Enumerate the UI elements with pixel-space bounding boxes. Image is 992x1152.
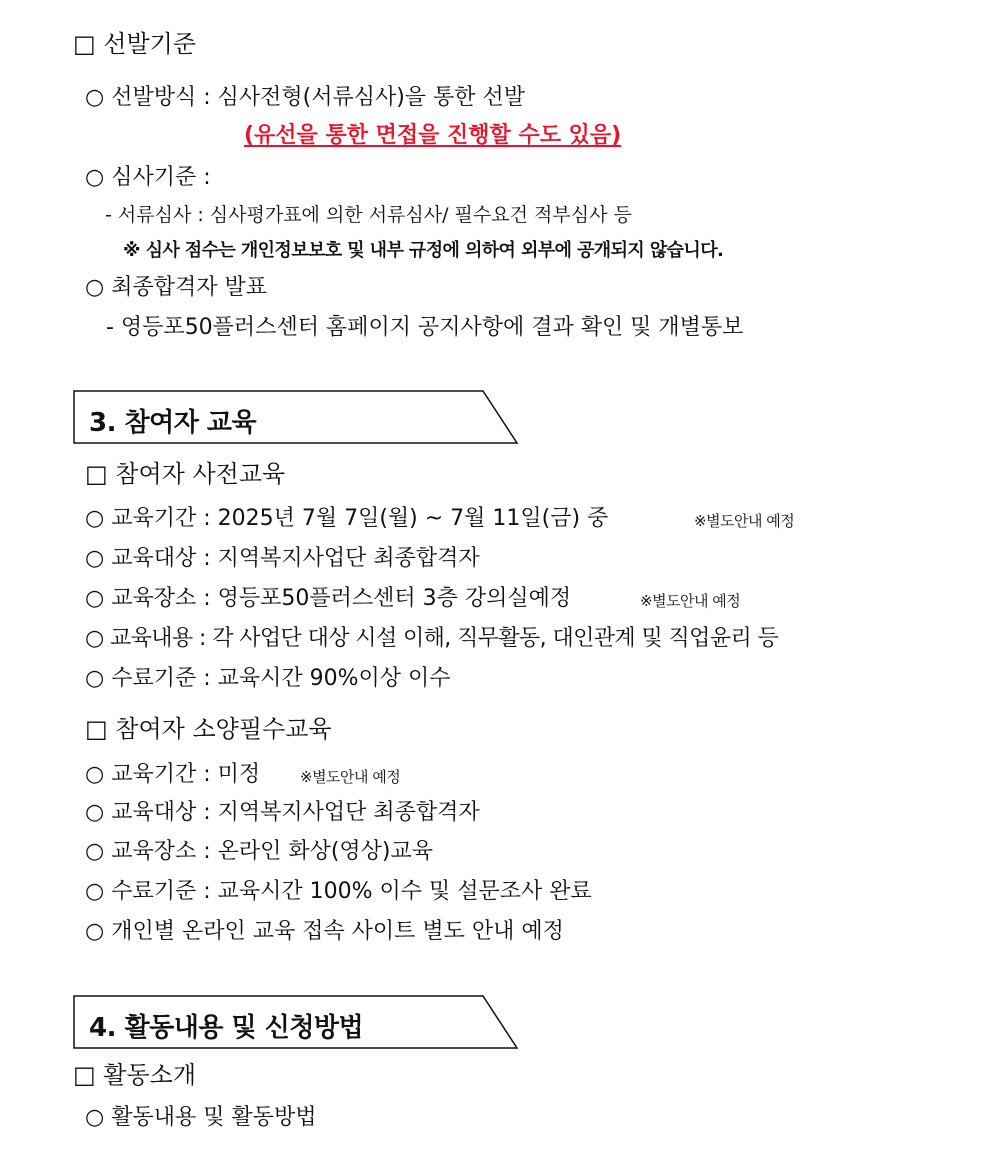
selection-criteria-notice: ※ 심사 점수는 개인정보보호 및 내부 규정에 의하여 외부에 공개되지 않습니다. bbox=[123, 240, 724, 261]
selection-method-note: (유선을 통한 면접을 진행할 수도 있음) bbox=[244, 123, 622, 148]
selection-method: ○ 선발방식 : 심사전형(서류심사)을 통한 선발 bbox=[85, 85, 526, 110]
pre-education-target: ○ 교육대상 : 지역복지사업단 최종합격자 bbox=[85, 546, 480, 571]
pre-education-completion: ○ 수료기준 : 교육시간 90%이상 이수 bbox=[85, 666, 451, 691]
selection-title: □ 선발기준 bbox=[73, 30, 197, 58]
pre-education-place: ○ 교육장소 : 영등포50플러스센터 3층 강의실예정 bbox=[85, 586, 572, 611]
required-education-site: ○ 개인별 온라인 교육 접속 사이트 별도 안내 예정 bbox=[85, 919, 564, 944]
required-education-period-note: ※별도안내 예정 bbox=[300, 768, 401, 786]
pre-education-content: ○ 교육내용 : 각 사업단 대상 시설 이해, 직무활동, 대인관계 및 직업윤리 등 bbox=[85, 626, 779, 651]
activity-intro-title: □ 활동소개 bbox=[73, 1061, 197, 1089]
required-education-period: ○ 교육기간 : 미정 bbox=[85, 762, 261, 787]
final-announcement-detail: - 영등포50플러스센터 홈페이지 공지사항에 결과 확인 및 개별통보 bbox=[106, 315, 744, 340]
required-education-place: ○ 교육장소 : 온라인 화상(영상)교육 bbox=[85, 839, 434, 864]
pre-education-place-note: ※별도안내 예정 bbox=[640, 592, 741, 610]
pre-education-period: ○ 교육기간 : 2025년 7월 7일(월) ~ 7월 11일(금) 중 bbox=[85, 506, 609, 531]
selection-criteria-document: - 서류심사 : 심사평가표에 의한 서류심사/ 필수요건 적부심사 등 bbox=[105, 204, 632, 226]
activity-intro-item: ○ 활동내용 및 활동방법 bbox=[85, 1105, 317, 1130]
pre-education-period-note: ※별도안내 예정 bbox=[694, 512, 795, 530]
required-education-title: □ 참여자 소양필수교육 bbox=[85, 715, 332, 743]
final-announcement: ○ 최종합격자 발표 bbox=[85, 275, 267, 300]
section-4-heading-box bbox=[73, 995, 519, 1049]
section-3-heading: 3. 참여자 교육 bbox=[89, 408, 257, 438]
selection-criteria: ○ 심사기준 : bbox=[85, 165, 211, 190]
required-education-completion: ○ 수료기준 : 교육시간 100% 이수 및 설문조사 완료 bbox=[85, 879, 592, 904]
section-4-heading: 4. 활동내용 및 신청방법 bbox=[89, 1013, 364, 1043]
required-education-target: ○ 교육대상 : 지역복지사업단 최종합격자 bbox=[85, 800, 480, 825]
pre-education-title: □ 참여자 사전교육 bbox=[85, 460, 286, 488]
section-3-heading-box bbox=[73, 390, 519, 444]
